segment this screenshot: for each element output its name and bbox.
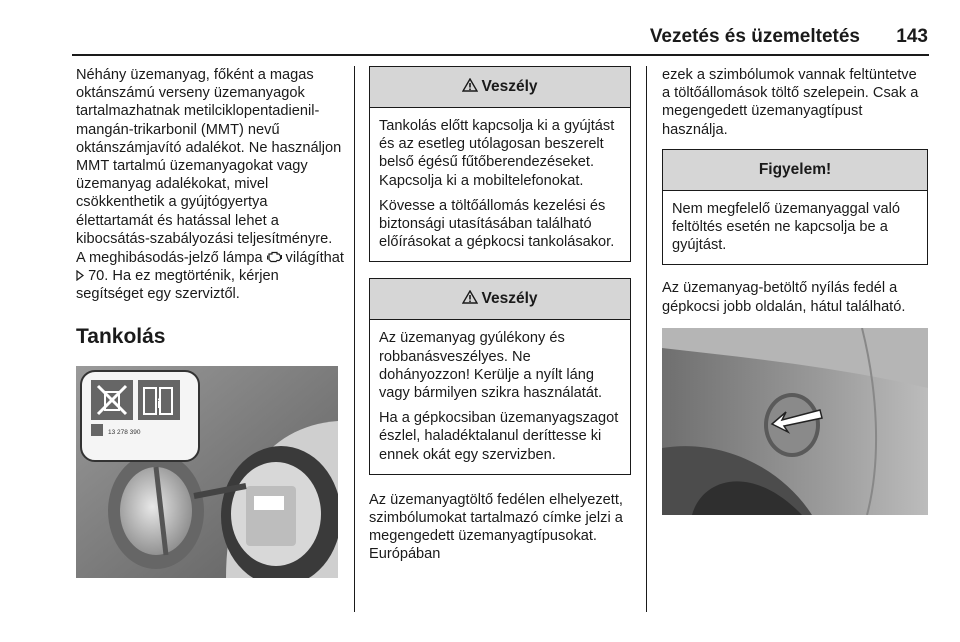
page-number: 143 <box>896 26 928 47</box>
column-2 <box>369 66 631 564</box>
danger-box-1-header <box>370 67 630 108</box>
flap-location-paragraph: Az üzemanyag-betöltő nyílás fedél a gépkocsi jobb oldalán, hátul található. <box>662 280 906 315</box>
page-reference-arrow-icon <box>76 268 88 284</box>
label-paragraph: Az üzemanyagtöltő fedélen elhelyezett, szimbólumokat tartalmazó címke jelzi a megengedett üzemanyagtípusokat. Európában <box>369 491 623 563</box>
column-divider-2 <box>646 66 647 612</box>
symbols-paragraph: ezek a szimbólumok vannak feltüntetve a töltőállomások töltő szelepein. Csak a megengedett üzemanyagtípust használja. <box>662 67 919 138</box>
danger-box-1-title: Veszély <box>481 77 538 95</box>
warning-triangle-icon <box>462 78 478 96</box>
fuel-flap-location-image <box>662 328 928 515</box>
header-divider <box>72 54 929 56</box>
notice-paragraph: Nem megfelelő üzemanyaggal való feltöltés esetén ne kapcsolja be a gyújtást. <box>672 200 900 254</box>
danger-box-2-body <box>370 320 630 473</box>
notice-box-body <box>663 191 927 265</box>
header-title: Vezetés és üzemeltetés <box>649 26 860 47</box>
svg-text:i: i <box>156 396 162 411</box>
danger-2-paragraph-1: Az üzemanyag gyúlékony és robbanásveszélyes. Ne dohányozzon! Kerülje a nyílt láng vagy bármilyen szikra használatát. <box>379 330 603 402</box>
column-3 <box>662 66 928 515</box>
label-code: 13 278 390 <box>108 428 141 436</box>
danger-box-1 <box>369 66 631 262</box>
danger-box-2 <box>369 278 631 474</box>
danger-box-1-body <box>370 108 630 261</box>
fuel-flap-label-image <box>76 366 338 578</box>
danger-box-2-header <box>370 279 630 320</box>
notice-box-header: Figyelem! <box>663 150 927 191</box>
section-heading: Tankolás <box>76 324 166 348</box>
danger-1-paragraph-1: Tankolás előtt kapcsolja ki a gyújtást és az esetleg utólagosan beszerelt belső égésű fűtőberendezéseket. Kapcsolja ki a mobiltelefonokat. <box>379 118 615 189</box>
notice-box <box>662 149 928 266</box>
mmt-paragraph: Néhány üzemanyag, főként a magas oktánszámú verseny üzemanyagok tartalmazhatnak metilciklopentadienil-mangán-trikarbonil (MMT) nevű oktánszámjavító adalékot. Ne használjon MMT tartalmú üzemanyagokat vagy üzemanyag adalékokat, mivel csökkenthetik a gyújtógyertya élettartamát és hatással lehet a kibocsátás-szabályozási teljesítményre. A meghibásodás-jelző lámpa világíthat 70. Ha ez megtörténik, kérjen segítséget egy szerviztől. <box>76 67 344 303</box>
danger-1-paragraph-2: Kövesse a töltőállomás kezelési és biztonsági utasításában található előírásokat a gépkocsi tankolásakor. <box>379 197 615 251</box>
page-reference[interactable]: 70 <box>88 268 105 285</box>
engine-lamp-icon <box>267 249 286 265</box>
warning-triangle-icon <box>462 290 478 308</box>
danger-box-2-title: Veszély <box>481 290 538 308</box>
danger-2-paragraph-2: Ha a gépkocsiban üzemanyagszagot észlel, haladéktalanul deríttesse ki ennek okát egy szervizben. <box>379 410 619 463</box>
column-divider-1 <box>354 66 355 612</box>
column-1 <box>76 66 344 578</box>
